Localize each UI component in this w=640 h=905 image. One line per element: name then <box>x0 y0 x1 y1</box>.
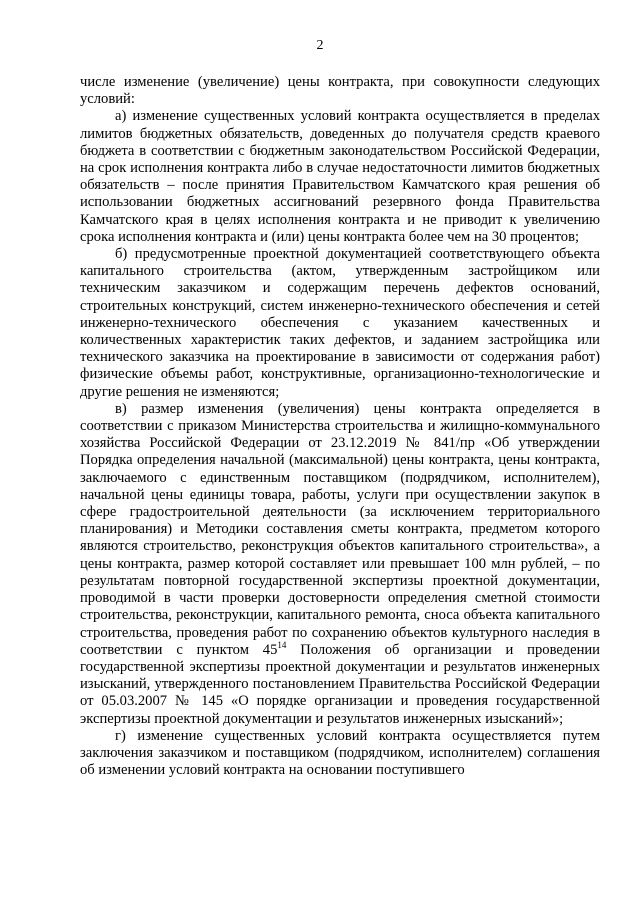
document-body <box>80 74 600 779</box>
paragraph-item-a: а) изменение существенных условий контракта осуществляется в пределах лимитов бюджетных обязательств, доведенных до получателя средств краевого бюджета в соответствии с бюджетным законодательством Российской Федерации, на срок исполнения контракта либо в случае недостаточности лимитов бюджетных обязательств – после принятия Правительством Камчатского края решения об использовании бюджетных ассигнований резервного фонда Правительства Камчатского края в целях исполнения контракта и не приводит к увеличению срока исполнения контракта и (или) цены контракта более чем на 30 процентов; <box>80 108 600 245</box>
paragraph-item-b: б) предусмотренные проектной документацией соответствующего объекта капитального строительства (актом, утвержденным застройщиком или техническим заказчиком и содержащим перечень дефектов оснований, строительных конструкций, систем инженерно-технического обеспечения и сетей инженерно-технического обеспечения с указанием качественных и количественных характеристик таких дефектов, и заданием застройщика или технического заказчика на проектирование в зависимости от содержания работ) физические объемы работ, конструктивные, организационно-технологические и другие решения не изменяются; <box>80 246 600 400</box>
paragraph-item-v-part1: в) размер изменения (увеличения) цены контракта определяется в соответствии с приказом Министерства строительства и жилищно-коммунального хозяйства Российской Федерации от 23.12.2019 № 841/пр «Об утверждении Порядка определения начальной (максимальной) цены контракта, цены контракта, заключаемого с единственным поставщиком (подрядчиком, исполнителем), начальной цены единицы товара, работы, услуги при осуществлении закупок в сфере градостроительной деятельности (за исключением территориального планирования) и Методики составления сметы контракта, предметом которого являются строительство, реконструкция объектов капитального строительства», а цены контракта, размер которой составляет или превышает 100 млн рублей, – по результатам повторной государственной экспертизы проектной документации, проводимой в части проверки достоверности определения сметной стоимости строительства, реконструкции, капитального ремонта, сноса объекта капитального строительства, проведения работ по сохранению объектов культурного наследия в соответствии с пунктом 45 <box>80 400 600 658</box>
page-number: 2 <box>316 38 324 53</box>
paragraph-item-g: г) изменение существенных условий контракта осуществляется путем заключения заказчиком и поставщиком (подрядчиком, исполнителем) соглашения об изменении условий контракта на основании поступившего <box>80 727 600 779</box>
clause-superscript: 14 <box>277 639 287 650</box>
paragraph-item-v <box>80 401 600 728</box>
paragraph-item-v-part2: Положения об организации и проведении государственной экспертизы проектной документации и результатов инженерных изысканий, утвержденного постановлением Правительства Российской Федерации от 05.03.2007 № 145 «О порядке организации и проведения государственной экспертизы проектной документации и результатов инженерных изысканий»; <box>80 641 600 727</box>
paragraph-continuation: числе изменение (увеличение) цены контракта, при совокупности следующих условий: <box>80 74 600 108</box>
